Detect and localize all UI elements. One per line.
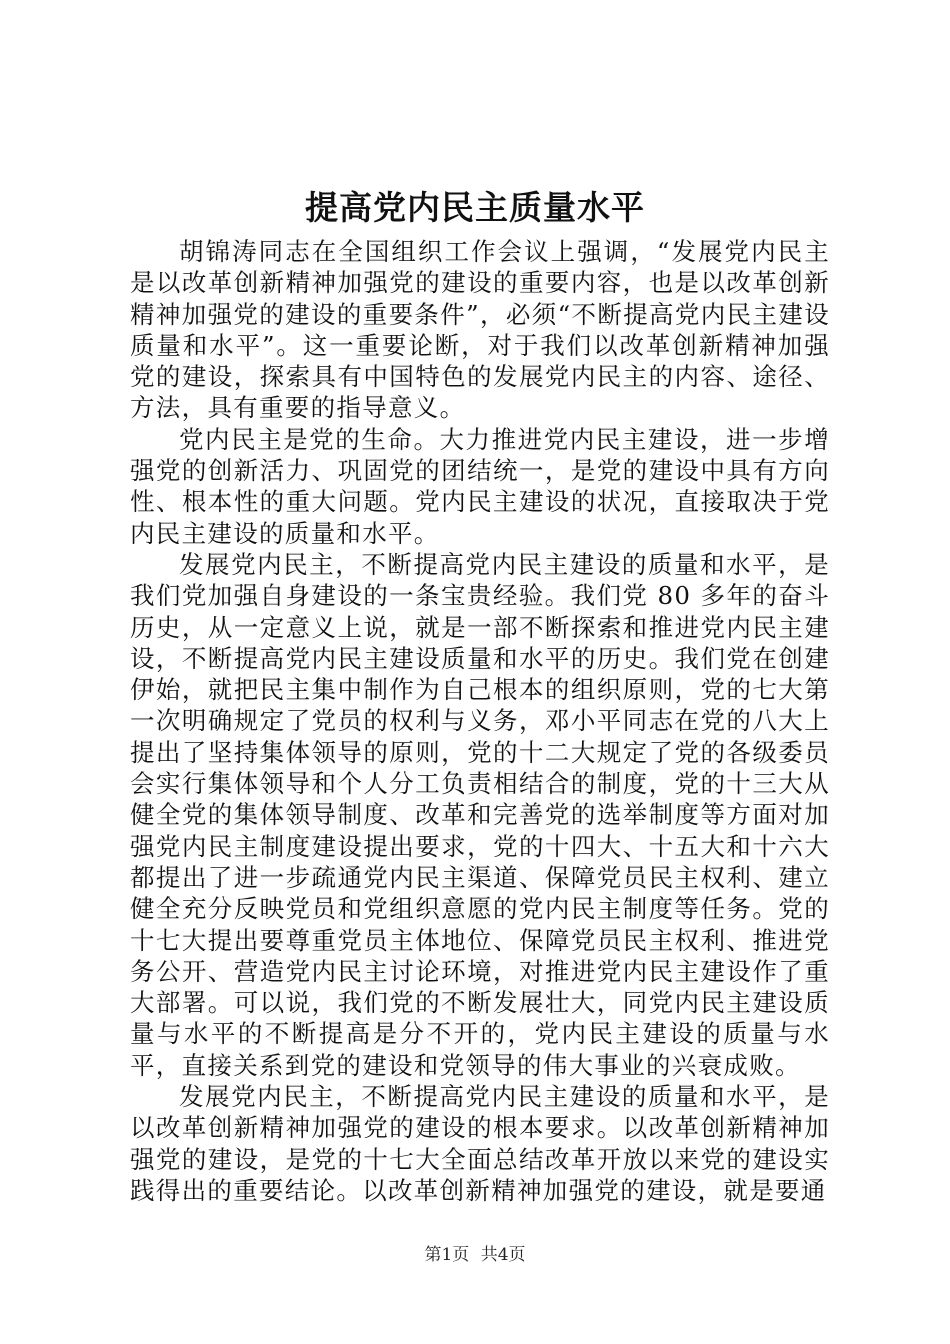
paragraph: 发展党内民主，不断提高党内民主建设的质量和水平，是以改革创新精神加强党的建设的根本要求。以改革创新精神加强党的建设，是党的十七大全面总结改革开放以来党的建设实践得出的重要结论。以改革创新精神加强党的建设，就是要通: [130, 1082, 830, 1205]
page-number: 第1页: [424, 1245, 470, 1265]
document-title: 提高党内民主质量水平: [305, 188, 645, 227]
paragraph: 胡锦涛同志在全国组织工作会议上强调，“发展党内民主是以改革创新精神加强党的建设的重要内容，也是以改革创新精神加强党的建设的重要条件”，必须“不断提高党内民主建设质量和水平”。这一重要论断，对于我们以改革创新精神加强党的建设，探索具有中国特色的发展党内民主的内容、途径、方法，具有重要的指导意义。: [130, 237, 830, 423]
page-total: 共4页: [480, 1245, 526, 1265]
paragraph: 发展党内民主，不断提高党内民主建设的质量和水平，是我们党加强自身建设的一条宝贵经验。我们党 80 多年的奋斗历史，从一定意义上说，就是一部不断探索和推进党内民主建设，不断提高党内民主建设质量和水平的历史。我们党在创建伊始，就把民主集中制作为自己根本的组织原则，党的七大第一次明确规定了党员的权利与义务，邓小平同志在党的八大上提出了坚持集体领导的原则，党的十二大规定了党的各级委员会实行集体领导和个人分工负责相结合的制度，党的十三大从健全党的集体领导制度、改革和完善党的选举制度等方面对加强党内民主制度建设提出要求，党的十四大、十五大和十六大都提出了进一步疏通党内民主渠道、保障党员民主权利、建立健全充分反映党员和党组织意愿的党内民主制度等任务。党的十七大提出要尊重党员主体地位、保障党员民主权利、推进党务公开、营造党内民主讨论环境，对推进党内民主建设作了重大部署。可以说，我们党的不断发展壮大，同党内民主建设质量与水平的不断提高是分不开的，党内民主建设的质量与水平，直接关系到党的建设和党领导的伟大事业的兴衰成败。: [130, 549, 830, 1080]
document-body: [130, 236, 830, 1206]
paragraph: 党内民主是党的生命。大力推进党内民主建设，进一步增强党的创新活力、巩固党的团结统一，是党的建设中具有方向性、根本性的重大问题。党内民主建设的状况，直接取决于党内民主建设的质量和水平。: [130, 424, 830, 548]
page-footer: [0, 1243, 950, 1267]
